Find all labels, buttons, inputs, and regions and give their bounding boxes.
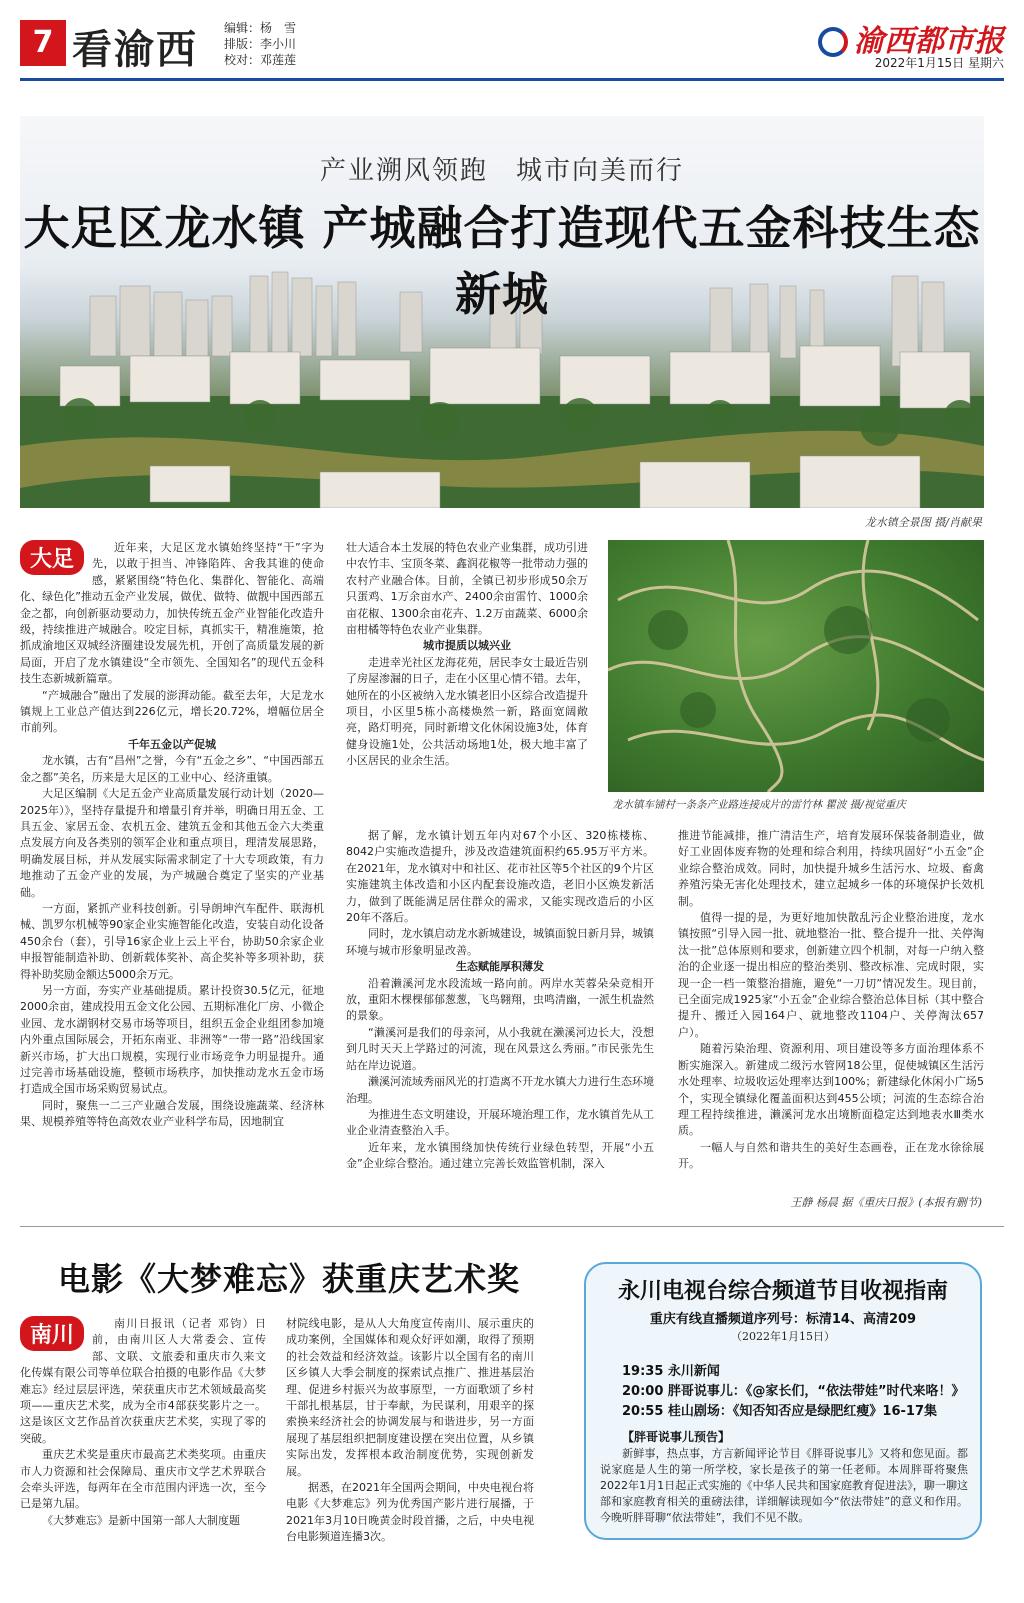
main-headline: 大足区龙水镇 产城融合打造现代五金科技生态新城: [23, 201, 981, 321]
paragraph: 为推进生态文明建设，开展环境治理工作，龙水镇首先从工业企业清查整治入手。: [346, 1107, 654, 1138]
newspaper-name: 渝西都市报: [854, 24, 1004, 59]
paragraph: 近年来，大足区龙水镇始终坚持“干”字为先，以敢于担当、冲锋陷阵、舍我其谁的使命感，紧紧围绕“特色化、集群化、智能化、高端化、绿色化”推动五金产业发展，做优、做特、做靓中国西部五金之都，向创新驱动要动力，加快传统五金产业智能化改造升级，持续推进产城融合。咬定目标，真抓实干，精准施策，抢抓成渝地区双城经济圈建设发展先机，开创了高质量发展的新局面，开启了龙水镇建设“全市领先、全国知名”的现代五金科技生态新城新篇章。: [20, 541, 324, 686]
location-badge-nanchuan: 南川: [20, 1316, 84, 1351]
preview-body: [600, 1446, 968, 1526]
subheading: 城市提质以城兴业: [423, 639, 511, 653]
section-title: 看渝西: [72, 26, 198, 73]
credit-editor: 编辑：杨 雪: [224, 21, 297, 35]
location-badge-dazu: 大足: [20, 540, 84, 575]
hero-photo: [20, 116, 984, 508]
terraced-field-illustration: [608, 540, 984, 792]
bamboo-forest-photo: [608, 540, 984, 792]
bamboo-photo-caption: 龙水镇车铺村一条条产业路连接成片的雷竹林 瞿波 摄/视觉重庆: [612, 799, 906, 811]
article-column-2b: [346, 828, 654, 1173]
paragraph: 南川日报讯（记者 邓钧）日前，由南川区人大常委会、宣传部、文联、文旅委和重庆市久来文化传媒有限公司等单位联合拍摄的电影作品《大梦难忘》经过层层评选，荣获重庆市艺术领域最高奖项——重庆艺术奖，成为全市4部获奖影片之一。这是该区文艺作品首次获重庆艺术奖，实现了零的突破。: [20, 1317, 266, 1445]
paragraph: 推进节能减排，推广清洁生产，培育发展环保装备制造业，做好工业固体废弃物的处理和综合利用，持续巩固好“小五金”企业综合整治成效。同时，加快提升城乡生活污水、垃圾、畜禽养殖污染无害化处理技术，建立起城乡一体的环境保护长效机制。: [678, 829, 984, 908]
editor-credits: [224, 20, 296, 68]
article-column-3: [678, 828, 984, 1173]
paragraph: 《大梦难忘》是新中国第一部人大制度题: [42, 1513, 240, 1527]
paragraph: 随着污染治理、资源利用、项目建设等多方面治理体系不断实施深入。新建成二级污水管网18公里，促使城镇区生活污水处理率、垃圾收运处理率达到100%；新建绿化休闲小广场5个，实现全镇绿化覆盖面积达到455公顷；河流的生态综合治理工程持续推进，濑溪河龙水出境断面稳定达到地表水Ⅲ类水质。: [678, 1042, 984, 1138]
paragraph: 龙水镇，古有“昌州”之誉，今有“五金之乡”、“中国西部五金之都”美名，历来是大足区的工业中心、经济重镇。: [20, 754, 324, 784]
paragraph: 一方面，紧抓产业科技创新。引导朗坤汽车配件、联海机械、凯罗尔机械等90家企业实施智能化改造，安装自动化设备450余台（套），引导16家企业上云上平台，协助50余家企业申报智能制造补助、创新载体奖补、高企奖补等多项补助，获得补助奖励金额达5000余万元。: [20, 901, 324, 981]
paragraph: 壮大适合本土发展的特色农业产业集群，成功引进中农竹丰、宝顶冬菜、鑫润花椒等一批带动力强的农村产业融合体。目前，全镇已初步形成50余万只蛋鸡、1万余亩水产、2400余亩雷竹、1000余亩花椒、1300余亩花卉、1.2万亩蔬菜、6000余亩柑橘等特色农业产业集群。: [346, 541, 588, 637]
preview-heading: 【胖哥说事儿预告】: [622, 1430, 731, 1444]
paragraph: 大足区编制《大足五金产业高质量发展行动计划（2020—2025年）》，坚持存量提升和增量引育并举，明确日用五金、工具五金、家居五金、农机五金、建筑五金和其他五金六大类重点发展方向及各类别的领军企业和重点项目，理清发展思路，明确发展目标，并从发展实际需求制定了十大专项政策，有力地推动了五金产业的发展，为产城融合奠定了坚实的产业基础。: [20, 787, 324, 899]
film-headline: 电影《大梦难忘》获重庆艺术奖: [58, 1260, 521, 1298]
paragraph: 值得一提的是，为更好地加快散乱污企业整治进度，龙水镇按照“引导入园一批、就地整治一批、整合提升一批、关停淘汰一批”总体原则和要求，创新建立四个机制，对每一户纳入整治的企业逐一提出相应的整治类别、整改标准、完成时限，实现一企一档一策整治措施，避免“一刀切”情况发生。现目前，已全面完成1925家“小五金”企业综合整治总体目标（其中整合提升、搬迁入园164户、就地整改1104户、关停淘汰657户）。: [678, 911, 984, 1039]
paragraph: 濑溪河流域秀丽风光的打造离不开龙水镇大力进行生态环境治理。: [346, 1075, 654, 1105]
film-column-1: [20, 1316, 266, 1529]
paragraph: 重庆艺术奖是重庆市最高艺术类奖项。由重庆市人力资源和社会保障局、重庆市文学艺术界联合会牵头评选，每两年在全市范围内评选一次，至今已是第九届。: [20, 1448, 266, 1511]
paragraph: 同时，龙水镇启动龙水新城建设，城镇面貌日新月异，城镇环境与城市形象明显改善。: [346, 927, 654, 957]
program-item: 20:55 桂山剧场：《知否知否应是绿肥红瘦》16-17集: [622, 1404, 937, 1419]
logo-mark-icon: [818, 27, 848, 57]
article-byline: 王静 杨晨 据《重庆日报》(本报有删节): [790, 1196, 982, 1209]
program-item: 20:00 胖哥说事儿：《@家长们，“依法带娃”时代来咯！》: [622, 1384, 965, 1399]
paragraph: 同时，聚焦一二三产业融合发展，围绕设施蔬菜、经济林果、规模养殖等特色高效农业产业科学布局，因地制宜: [20, 1098, 324, 1129]
page-number: 7: [20, 20, 66, 66]
header-rule: [20, 78, 1004, 81]
hero-caption: 龙水镇全景图 摄/肖献果: [864, 516, 982, 529]
tv-guide-date: （2022年1月15日）: [731, 1330, 835, 1343]
hero-kicker: 产业溯风领跑 城市向美而行: [319, 156, 684, 186]
credit-proofread: 校对：邓莲莲: [224, 53, 297, 67]
tv-guide-channel: 重庆有线直播频道序列号：标清14、高清209: [649, 1312, 917, 1327]
preview-text: 新鲜事，热点事，方言新闻评论节目《胖哥说事儿》又将和您见面。都说家庭是人生的第一所学校，家长是孩子的第一任老师。本周胖哥将聚焦2022年1月1日起正式实施的《中华人民共和国家庭教育促进法》，聊一聊这部和家庭教育相关的重磅法律，详细解读现如今“依法带娃”的意义和作用。今晚听胖哥聊“依法带娃”，我们不见不散。: [600, 1447, 968, 1524]
film-column-2: [286, 1316, 534, 1546]
article-column-1: [20, 540, 324, 1131]
paragraph: 据悉，在2021年全国两会期间，中央电视台将电影《大梦难忘》列为优秀国产影片进行展播，于2021年3月10日晚黄金时段首播，之后，中央电视台电影频道连播3次。: [286, 1481, 534, 1544]
credit-layout: 排版：李小川: [224, 37, 297, 51]
section-divider: [20, 1226, 1004, 1227]
tv-guide-title: 永川电视台综合频道节目收视指南: [617, 1278, 948, 1304]
paragraph: 一幅人与自然和谐共生的美好生态画卷，正在龙水徐徐展开。: [678, 1140, 984, 1171]
tv-guide-box: [584, 1262, 982, 1540]
paragraph: “产城融合”融出了发展的澎湃动能。截至去年，大足龙水镇规上工业总产值达到226亿元，增长20.72%，增幅位居全市前列。: [20, 688, 324, 735]
subheading: 生态赋能厚积薄发: [456, 960, 544, 974]
issue-date: 2022年1月15日 星期六: [874, 56, 1004, 70]
paragraph: 材院线电影，是从人大角度宣传南川、展示重庆的成功案例，全国媒体和观众好评如潮，取得了预期的社会效益和经济效益。该影片以全国有名的南川区乡镇人大季会制度的探索试点推广、推进基层治理、促进乡村振兴为故事原型，一方面歌颂了乡村干部扎根基层，甘于奉献，为民谋利，用艰辛的探索换来经济社会的协调发展与和谐进步，另一方面展现了基层组织把制度建设摆在突出位置，从乡镇实际出发，发挥根本政治制度优势，实现创新发展。: [286, 1317, 534, 1478]
paragraph: 走进幸光社区龙海花苑，居民李女士最近告别了房屋渗漏的日子，走在小区里心情不错。去年，她所在的小区被纳入龙水镇老旧小区综合改造提升项目，小区里5栋小高楼焕然一新，路面宽阔敞亮，路灯明亮，同时新增文化休闲设施3处，体育健身设施1处，公共活动场地1处，极大地丰富了小区居民的业余生活。: [346, 655, 588, 768]
program-item: 19:35 永川新闻: [622, 1364, 720, 1379]
paragraph: 另一方面，夯实产业基础提质。累计投资30.5亿元，征地2000余亩，建成投用五金文化公园、五期标准化厂房、小微企业园、龙水湖钢材交易市场等项目，组织五金企业组团参加境内外重点国际展会，开拓东南亚、非洲等“一带一路”沿线国家新兴市场，扩大出口规模，实现行业市场竞争力明显提升。通过完善市场基础设施，整顿市场秩序，加快推动龙水五金市场打造成全国市场采购贸易试点。: [20, 983, 324, 1096]
paragraph: 据了解，龙水镇计划五年内对67个小区、320栋楼栋、8042户实施改造提升，涉及改造建筑面积约65.95万平方米。在2021年，龙水镇对中和社区、花市社区等5个社区的9个片区实施建筑主体改造和小区内配套设施改造，老旧小区焕发新活力，做到了既能满足居住群众的需求，又能实现改造后的小区20年不落后。: [346, 829, 654, 925]
subheading: 千年五金以产促城: [128, 737, 216, 751]
article-column-2a: [346, 540, 588, 770]
paragraph: “濑溪河是我们的母亲河，从小我就在濑溪河边长大，没想到几时天天上学路过的河流，现在风景这么秀丽。”市民张先生站在岸边说道。: [346, 1025, 654, 1072]
paragraph: 近年来，龙水镇围绕加快传统行业绿色转型，开展“小五金”企业综合整治。通过建立完善长效监管机制，深入: [346, 1140, 654, 1171]
paragraph: 沿着濑溪河龙水段流域一路向前。两岸水芙蓉朵朵竞相开放，重阳木棵棵郁郁葱葱，飞鸟翱翔，虫鸣清幽，一派生机盎然的景象。: [346, 976, 654, 1023]
